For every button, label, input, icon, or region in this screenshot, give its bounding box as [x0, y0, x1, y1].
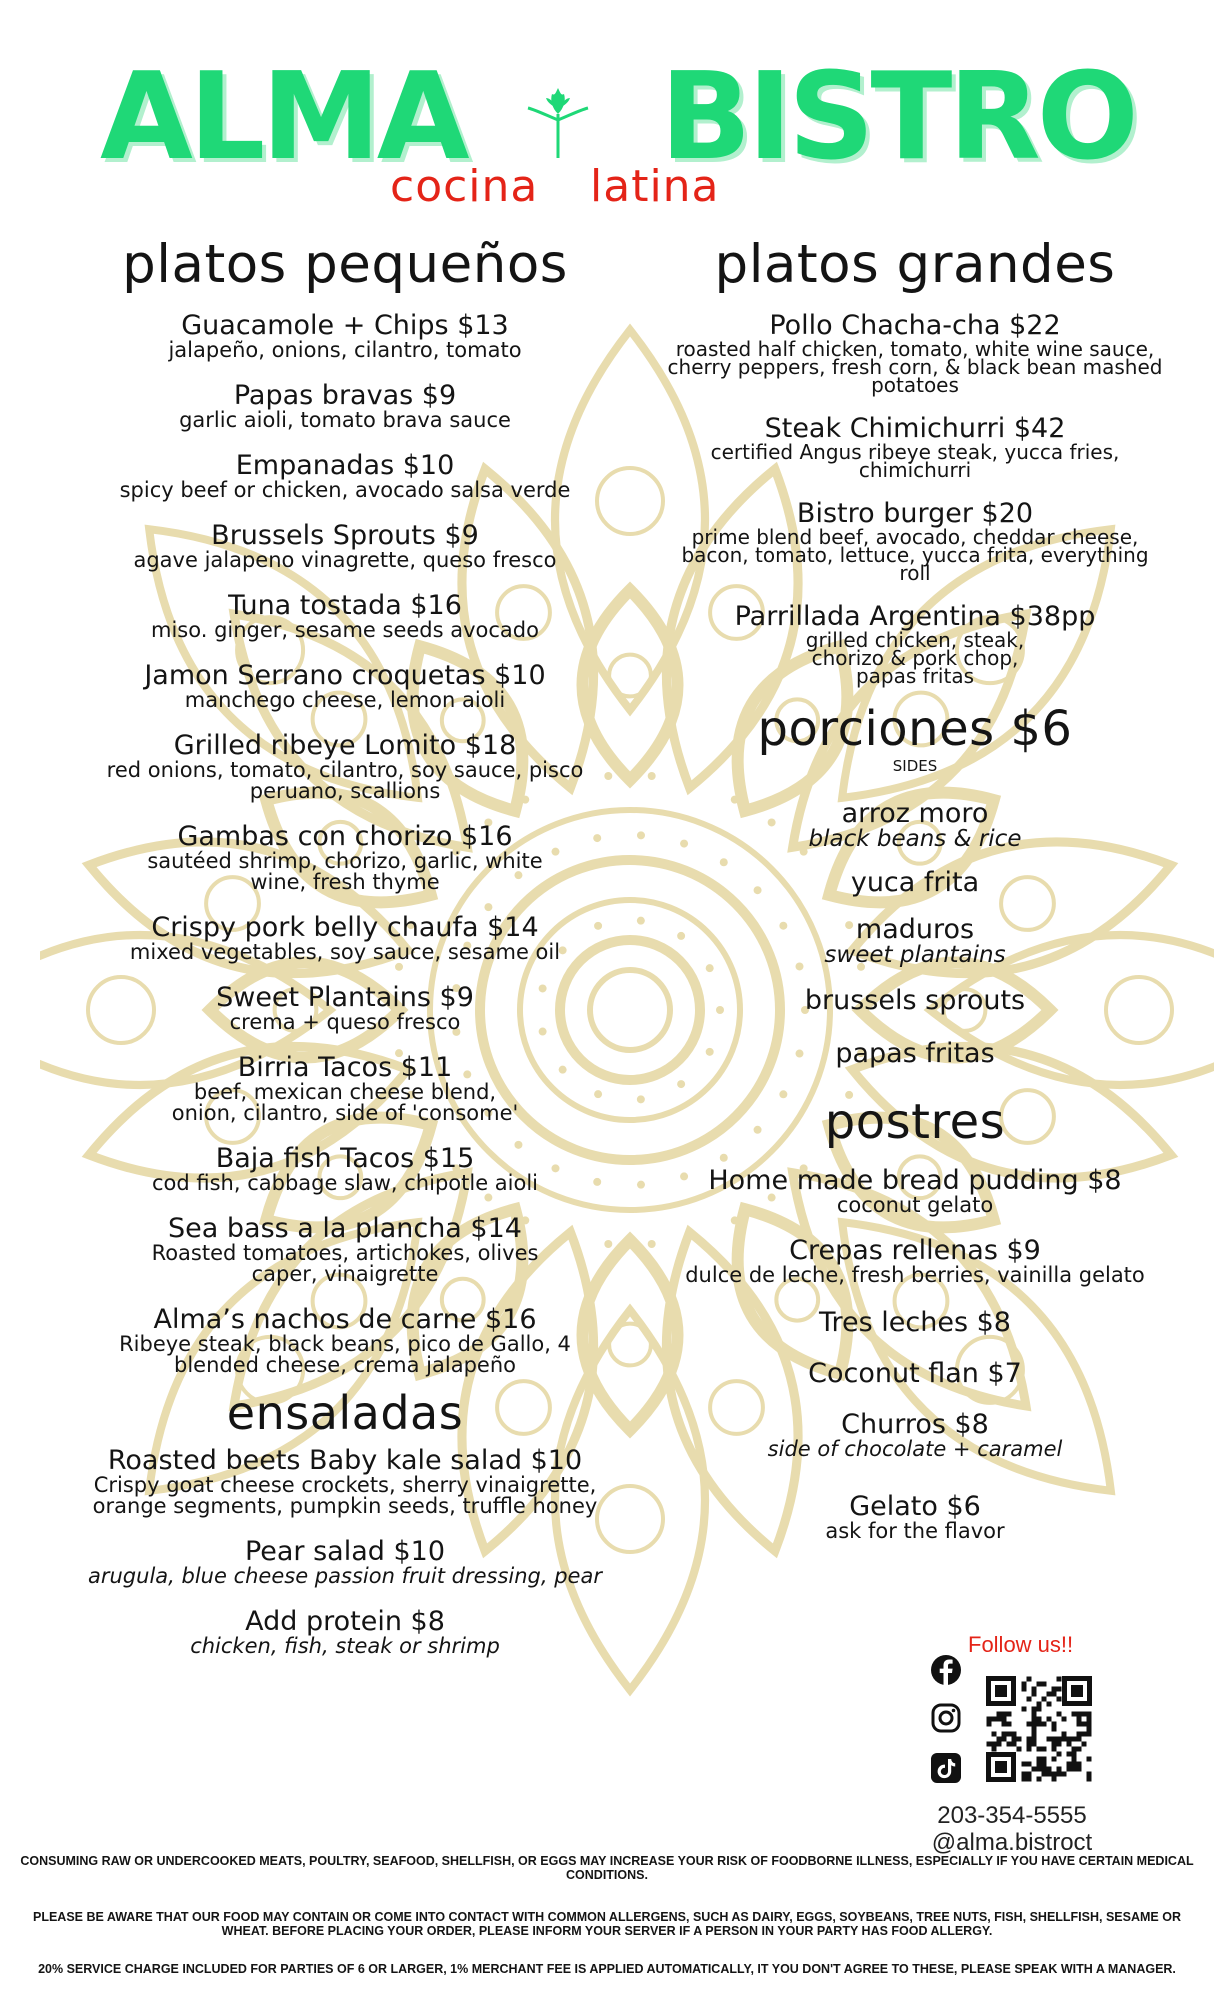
item-desc: red onions, tomato, cilantro, soy sauce, pisco peruano, scallions: [106, 758, 584, 803]
item-desc: beef, mexican cheese blend, onion, cilantro, side of 'consome': [171, 1080, 519, 1125]
item-name: Home made bread pudding $8: [708, 1165, 1122, 1196]
item-desc: sweet plantains: [824, 942, 1006, 968]
menu-item: [650, 413, 1180, 482]
menu-item: [650, 601, 1180, 688]
item-desc: prime blend beef, avocado, cheddar cheese, bacon, tomato, lettuce, yucca frita, everything roll: [681, 525, 1149, 585]
item-desc: ask for the flavor: [825, 1519, 1005, 1543]
menu-item: [65, 1053, 625, 1124]
item-name: Guacamole + Chips $13: [181, 310, 509, 341]
item-desc: Roasted tomatoes, artichokes, olives caper, vinaigrette: [151, 1241, 539, 1286]
item-name: Steak Chimichurri $42: [764, 413, 1066, 444]
item-desc: Ribeye steak, black beans, pico de Gallo, 4 blended cheese, crema jalapeño: [119, 1332, 571, 1377]
item-desc: jalapeño, onions, cilantro, tomato: [168, 338, 522, 362]
item-name: Alma’s nachos de carne $16: [153, 1304, 537, 1335]
dessert-item: [650, 1166, 1180, 1216]
item-desc: cod fish, cabbage slaw, chipotle aioli: [151, 1171, 539, 1195]
item-name: arroz moro: [841, 798, 989, 829]
menu-item: [65, 1144, 625, 1194]
disclaimer-raw-food: CONSUMING RAW OR UNDERCOOKED MEATS, POULTRY, SEAFOOD, SHELLFISH, OR EGGS MAY INCREASE YOUR RISK OF FOODBORNE ILLNESS, ESPECIALLY IF YOU HAVE CERTAIN MEDICAL CONDITIONS.: [20, 1854, 1194, 1882]
platos-grandes-section: [650, 234, 1180, 1543]
item-name: Empanadas $10: [235, 450, 455, 481]
dessert-item: [650, 1308, 1180, 1337]
item-name: Sweet Plantains $9: [216, 982, 474, 1013]
item-name: Coconut flan $7: [808, 1358, 1022, 1389]
item-name: Sea bass a la plancha $14: [168, 1213, 522, 1244]
side-item: [650, 915, 1180, 966]
item-name: Brussels Sprouts $9: [211, 520, 479, 551]
item-name: Birria Tacos $11: [237, 1052, 453, 1083]
item-desc: dulce de leche, fresh berries, vainilla gelato: [685, 1263, 1145, 1287]
tiktok-icon[interactable]: [930, 1752, 962, 1784]
dessert-item: [650, 1359, 1180, 1388]
item-desc: certified Angus ribeye steak, yucca fries, chimichurri: [710, 440, 1120, 482]
disclaimer-service-charge: 20% SERVICE CHARGE INCLUDED FOR PARTIES OF 6 OR LARGER, 1% MERCHANT FEE IS APPLIED AUTOMATICALLY, IT YOU DON'T AGREE TO THESE, PLEASE SPEAK WITH A MANAGER.: [38, 1962, 1176, 1976]
item-desc: coconut gelato: [836, 1193, 994, 1217]
item-name: Bistro burger $20: [796, 498, 1034, 529]
item-name: Papas bravas $9: [233, 380, 457, 411]
item-name: Pear salad $10: [244, 1536, 446, 1567]
section-title-ensaladas: ensaladas: [226, 1386, 464, 1440]
item-desc: roasted half chicken, tomato, white wine sauce, cherry peppers, fresh corn, & black bean mashed potatoes: [667, 337, 1163, 397]
qr-code-icon[interactable]: [986, 1676, 1092, 1782]
dessert-item: [650, 1492, 1180, 1542]
item-desc: manchego cheese, lemon aioli: [184, 688, 506, 712]
menu-item: [65, 591, 625, 641]
side-item: [650, 1039, 1180, 1068]
item-name: Baja fish Tacos $15: [215, 1143, 475, 1174]
item-name: Churros $8: [841, 1409, 989, 1440]
dessert-item: [650, 1236, 1180, 1286]
facebook-icon[interactable]: [930, 1654, 962, 1686]
menu-item: [65, 661, 625, 711]
item-name: maduros: [855, 914, 975, 945]
item-name: papas fritas: [835, 1038, 995, 1069]
item-name: Tres leches $8: [819, 1307, 1011, 1338]
item-desc: chicken, fish, steak or shrimp: [190, 1634, 500, 1658]
item-name: brussels sprouts: [804, 985, 1026, 1016]
item-desc: crema + queso fresco: [229, 1010, 461, 1034]
phone-number[interactable]: 203-354-5555: [937, 1802, 1087, 1829]
menu-item: [650, 498, 1180, 585]
item-name: Parrillada Argentina $38pp: [734, 601, 1096, 632]
instagram-icon[interactable]: [930, 1702, 962, 1734]
menu-item: [65, 1214, 625, 1285]
brand-name-left: ALMA: [100, 48, 466, 187]
item-desc: garlic aioli, tomato brava sauce: [179, 408, 511, 432]
menu-item: [65, 1446, 625, 1517]
item-desc: black beans & rice: [808, 826, 1022, 852]
item-desc: sautéed shrimp, chorizo, garlic, white wine, fresh thyme: [147, 849, 543, 894]
item-name: Gambas con chorizo $16: [177, 821, 513, 852]
side-item: [650, 986, 1180, 1015]
side-item: [650, 868, 1180, 897]
item-desc: agave jalapeno vinagrette, queso fresco: [133, 548, 557, 572]
item-name: Gelato $6: [849, 1491, 981, 1522]
side-item: [650, 799, 1180, 850]
item-name: yuca frita: [850, 867, 980, 898]
leaf-logo-icon: [522, 80, 594, 160]
item-desc: mixed vegetables, soy sauce, sesame oil: [129, 940, 561, 964]
menu-item: [65, 1607, 625, 1657]
menu-item: [65, 311, 625, 361]
social-handle[interactable]: @alma.bistroct: [931, 1829, 1093, 1856]
subtitle-cocina: cocina: [390, 161, 539, 212]
follow-us-label: Follow us!!: [968, 1632, 1074, 1657]
brand-name-right: BISTRO: [660, 48, 1135, 187]
contact-block: [922, 1802, 1102, 1856]
section-title-postres: postres: [824, 1094, 1006, 1150]
menu-item: [65, 521, 625, 571]
menu-item: [65, 1537, 625, 1587]
menu-item: [65, 822, 625, 893]
disclaimer-allergens: PLEASE BE AWARE THAT OUR FOOD MAY CONTAIN OR COME INTO CONTACT WITH COMMON ALLERGENS, SUCH AS DAIRY, EGGS, SOYBEANS, TREE NUTS, FISH, SHELLFISH, SESAME OR WHEAT. BEFORE PLACING YOUR ORDER, PLEASE INFORM YOUR SERVER IF A PERSON IN YOUR PARTY HAS FOOD ALLERGY.: [33, 1910, 1181, 1938]
item-desc: arugula, blue cheese passion fruit dressing, pear: [88, 1564, 602, 1588]
section-title-porciones: porciones $6: [757, 701, 1073, 757]
item-desc: miso. ginger, sesame seeds avocado: [151, 618, 539, 642]
item-name: Add protein $8: [245, 1606, 445, 1637]
subtitle-latina: latina: [590, 161, 720, 212]
menu-item: [65, 381, 625, 431]
item-desc: grilled chicken, steak, chorizo & pork chop, papas fritas: [805, 628, 1025, 688]
item-name: Crispy pork belly chaufa $14: [151, 912, 539, 943]
item-name: Grilled ribeye Lomito $18: [173, 730, 517, 761]
menu-item: [650, 310, 1180, 397]
menu-item: [65, 913, 625, 963]
menu-item: [65, 983, 625, 1033]
platos-pequenos-section: [65, 234, 625, 1658]
menu-item: [65, 451, 625, 501]
item-name: Jamon Serrano croquetas $10: [144, 660, 546, 691]
item-name: Roasted beets Baby kale salad $10: [107, 1445, 583, 1476]
item-desc: Crispy goat cheese crockets, sherry vinaigrette, orange segments, pumpkin seeds, truffle honey: [92, 1473, 598, 1518]
section-title: platos pequeños: [122, 234, 568, 295]
item-name: Crepas rellenas $9: [789, 1235, 1041, 1266]
section-title: platos grandes: [714, 234, 1116, 295]
item-desc: side of chocolate + caramel: [767, 1437, 1063, 1461]
item-desc: spicy beef or chicken, avocado salsa verde: [119, 478, 571, 502]
menu-item: [65, 1305, 625, 1376]
menu-item: [65, 731, 625, 802]
item-name: Pollo Chacha-cha $22: [769, 310, 1061, 341]
item-name: Tuna tostada $16: [228, 590, 462, 621]
dessert-item: [650, 1410, 1180, 1460]
porciones-subtitle: SIDES: [892, 757, 938, 775]
